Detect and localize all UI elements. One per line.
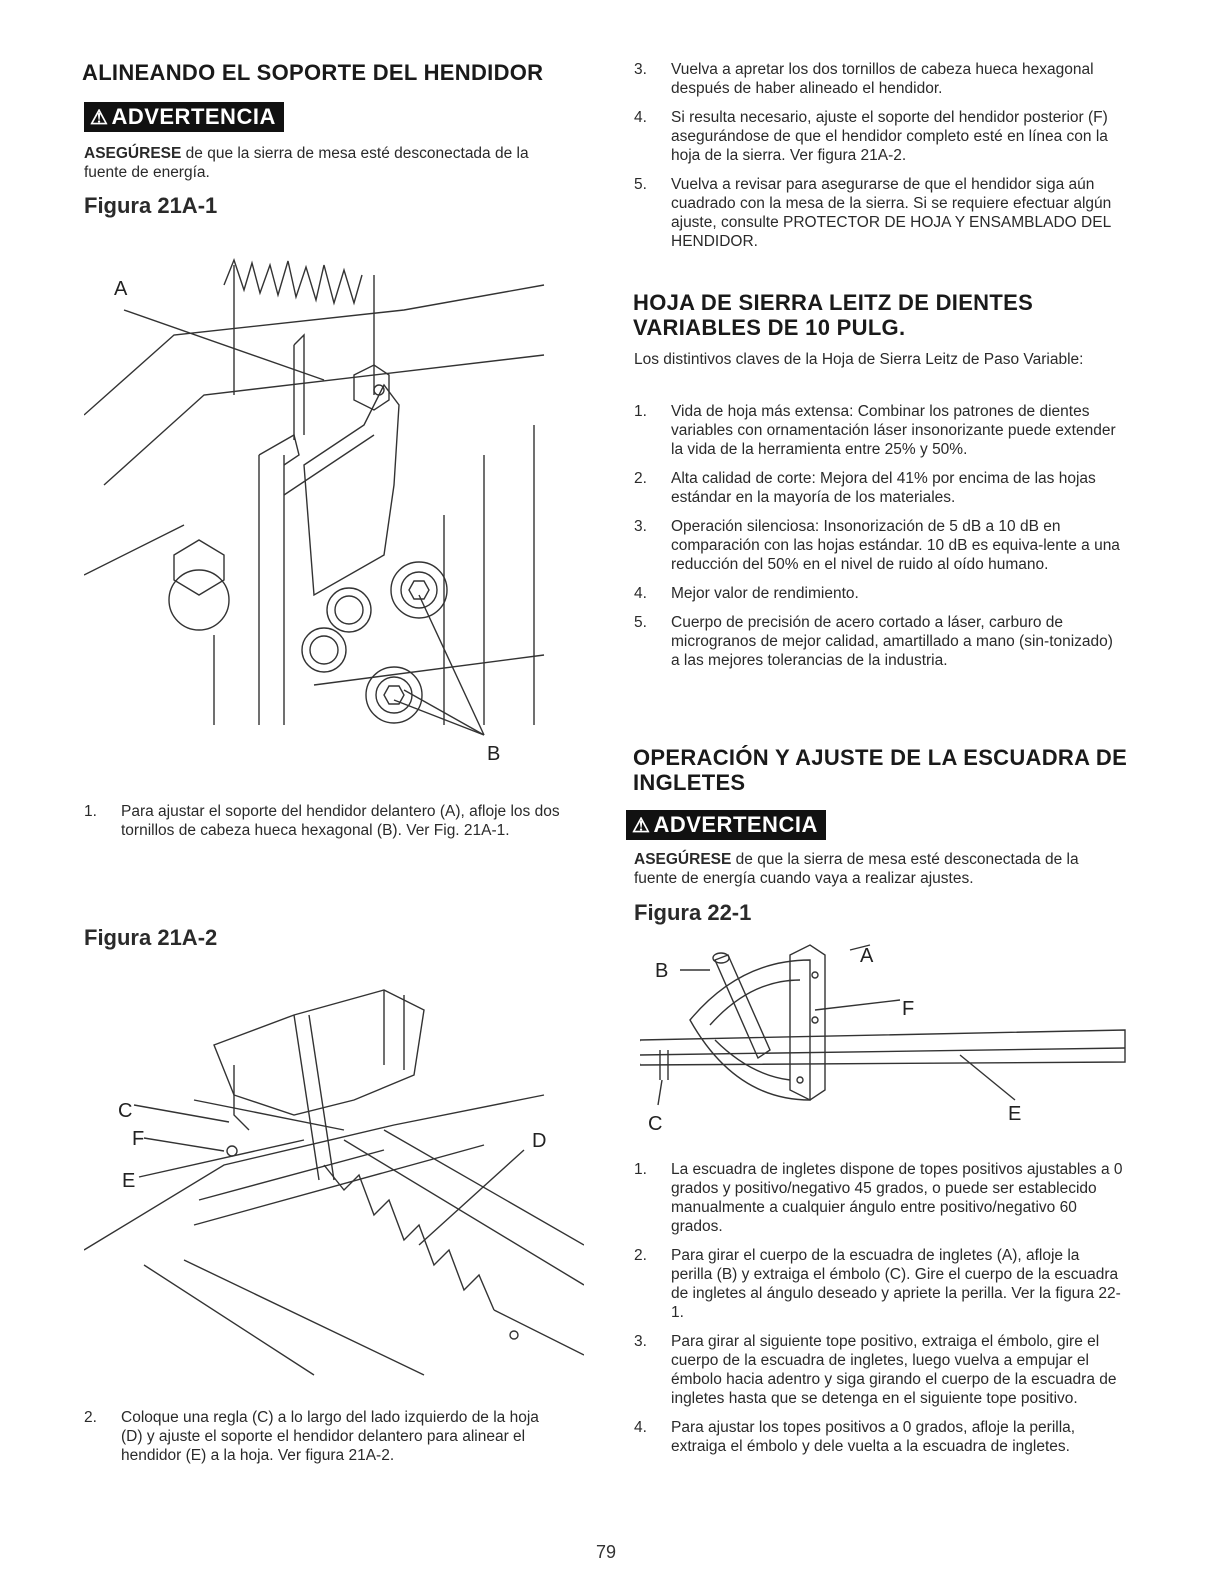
label-b: B (487, 743, 501, 765)
warning-triangle-icon: ⚠ (632, 815, 651, 837)
list-item: 2. Coloque una regla (C) a lo largo del lado izquierdo de la hoja (D) y ajuste el soporte el hendidor delantero para alinear el hendidor (E) a la hoja. Ver figura 21A-2. (84, 1409, 539, 1464)
section-heading-leitz: HOJA DE SIERRA LEITZ DE DIENTES VARIABLES DE 10 PULG. (633, 290, 1034, 341)
list-item: 5. Cuerpo de precisión de acero cortado a láser, carburo de microgranos de mejor calidad, amartillado a mano (sin-tonizado) a las mejores tolerancias de la industria. (634, 614, 1113, 669)
list-item: 1. Para ajustar el soporte del hendidor delantero (A), afloje los dos tornillos de cabeza hueca hexagonal (B). Ver Fig. 21A-1. (84, 803, 560, 839)
figure-21a-2-illustration (84, 955, 584, 1385)
label-d: D (532, 1130, 547, 1152)
section-heading-escuadra: OPERACIÓN Y AJUSTE DE LA ESCUADRA DE INGLETES (633, 745, 1128, 796)
miter-list (634, 1160, 1124, 1466)
list-item: 3. Vuelva a apretar los dos tornillos de cabeza hueca hexagonal después de haber alineado el hendidor. (634, 61, 1094, 97)
step-list-2 (84, 1408, 564, 1475)
list-item: 2. Para girar el cuerpo de la escuadra de ingletes (A), afloje la perilla (B) y extraiga el émbolo (C). Gire el cuerpo de la escuadra de ingletes al ángulo deseado y apriete la perilla. Ver la figura 22-1. (634, 1247, 1121, 1321)
figure-22-1-illustration (640, 940, 1130, 1140)
label-a: A (114, 278, 128, 300)
list-item: 1. La escuadra de ingletes dispone de topes positivos ajustables a 0 grados y positivo/negativo 45 grados, o puede ser establecido manualmente a cualquier ángulo entre positivo/negativo 60 grados. (634, 1161, 1123, 1235)
warning-banner-2 (626, 810, 826, 840)
list-item: 4. Para ajustar los topes positivos a 0 grados, afloje la perilla, extraiga el émbolo y dele vuelta a la escuadra de ingletes. (634, 1419, 1076, 1455)
label-f: F (902, 998, 915, 1020)
label-e: E (122, 1170, 136, 1192)
step-list-top (634, 60, 1114, 261)
label-c: C (118, 1100, 133, 1122)
leitz-list (634, 402, 1124, 680)
list-item: 4. Si resulta necesario, ajuste el soporte del hendidor posterior (F) asegurándose de que el hendidor completo esté en línea con la hoja de la sierra. Ver figura 21A-2. (634, 109, 1108, 164)
label-a: A (860, 945, 874, 967)
list-item: 3. Para girar al siguiente tope positivo, extraiga el émbolo, gire el cuerpo de la escuadra de ingletes, luego vuelva a empujar el émbolo hacia adentro y siga girando el cuerpo de la escuadra de ingletes hasta que se detenga en el siguiente tope positivo. (634, 1333, 1117, 1407)
page-number: 79 (596, 1542, 617, 1562)
warning-label: ADVERTENCIA (111, 104, 276, 129)
section-heading-hendidor: ALINEANDO EL SOPORTE DEL HENDIDOR (82, 60, 544, 85)
list-item: 5. Vuelva a revisar para asegurarse de que el hendidor siga aún cuadrado con la mesa de la sierra. Si se requiere efectuar algún ajuste, consulte PROTECTOR DE HOJA Y ENSAMBLADO DEL HENDIDOR. (634, 176, 1112, 250)
intro-text: Los distintivos claves de la Hoja de Sierra Leitz de Paso Variable: (634, 351, 1084, 368)
step-list-1 (84, 802, 564, 850)
figure-21a-1-illustration (84, 255, 564, 765)
figure-title-22-1: Figura 22-1 (634, 900, 752, 925)
figure-title-21a-1: Figura 21A-1 (84, 193, 218, 218)
label-e: E (1008, 1103, 1022, 1125)
warning-banner (84, 102, 284, 132)
list-item: 1. Vida de hoja más extensa: Combinar los patrones de dientes variables con ornamentación láser insonorizante puede extender la vida de la herramienta entre 25% y 50%. (634, 403, 1116, 458)
label-f: F (132, 1128, 145, 1150)
warning-text: ASEGÚRESE de que la sierra de mesa esté desconectada de la fuente de energía. (84, 145, 529, 181)
list-item: 4. Mejor valor de rendimiento. (634, 585, 859, 602)
list-item: 3. Operación silenciosa: Insonorización de 5 dB a 10 dB en comparación con las hojas estándar. 10 dB es equiva-lente a una reducción del 50% en el nivel de ruido al oído humano. (634, 518, 1120, 573)
label-b: B (655, 960, 669, 982)
figure-title-21a-2: Figura 21A-2 (84, 925, 218, 950)
warning-label: ADVERTENCIA (653, 812, 818, 837)
warning-text-2: ASEGÚRESE de que la sierra de mesa esté desconectada de la fuente de energía cuando vaya a realizar ajustes. (634, 851, 1079, 887)
warning-triangle-icon: ⚠ (90, 107, 109, 129)
list-item: 2. Alta calidad de corte: Mejora del 41% por encima de las hojas estándar en la mayoría de los materiales. (634, 470, 1096, 506)
label-c: C (648, 1113, 663, 1135)
